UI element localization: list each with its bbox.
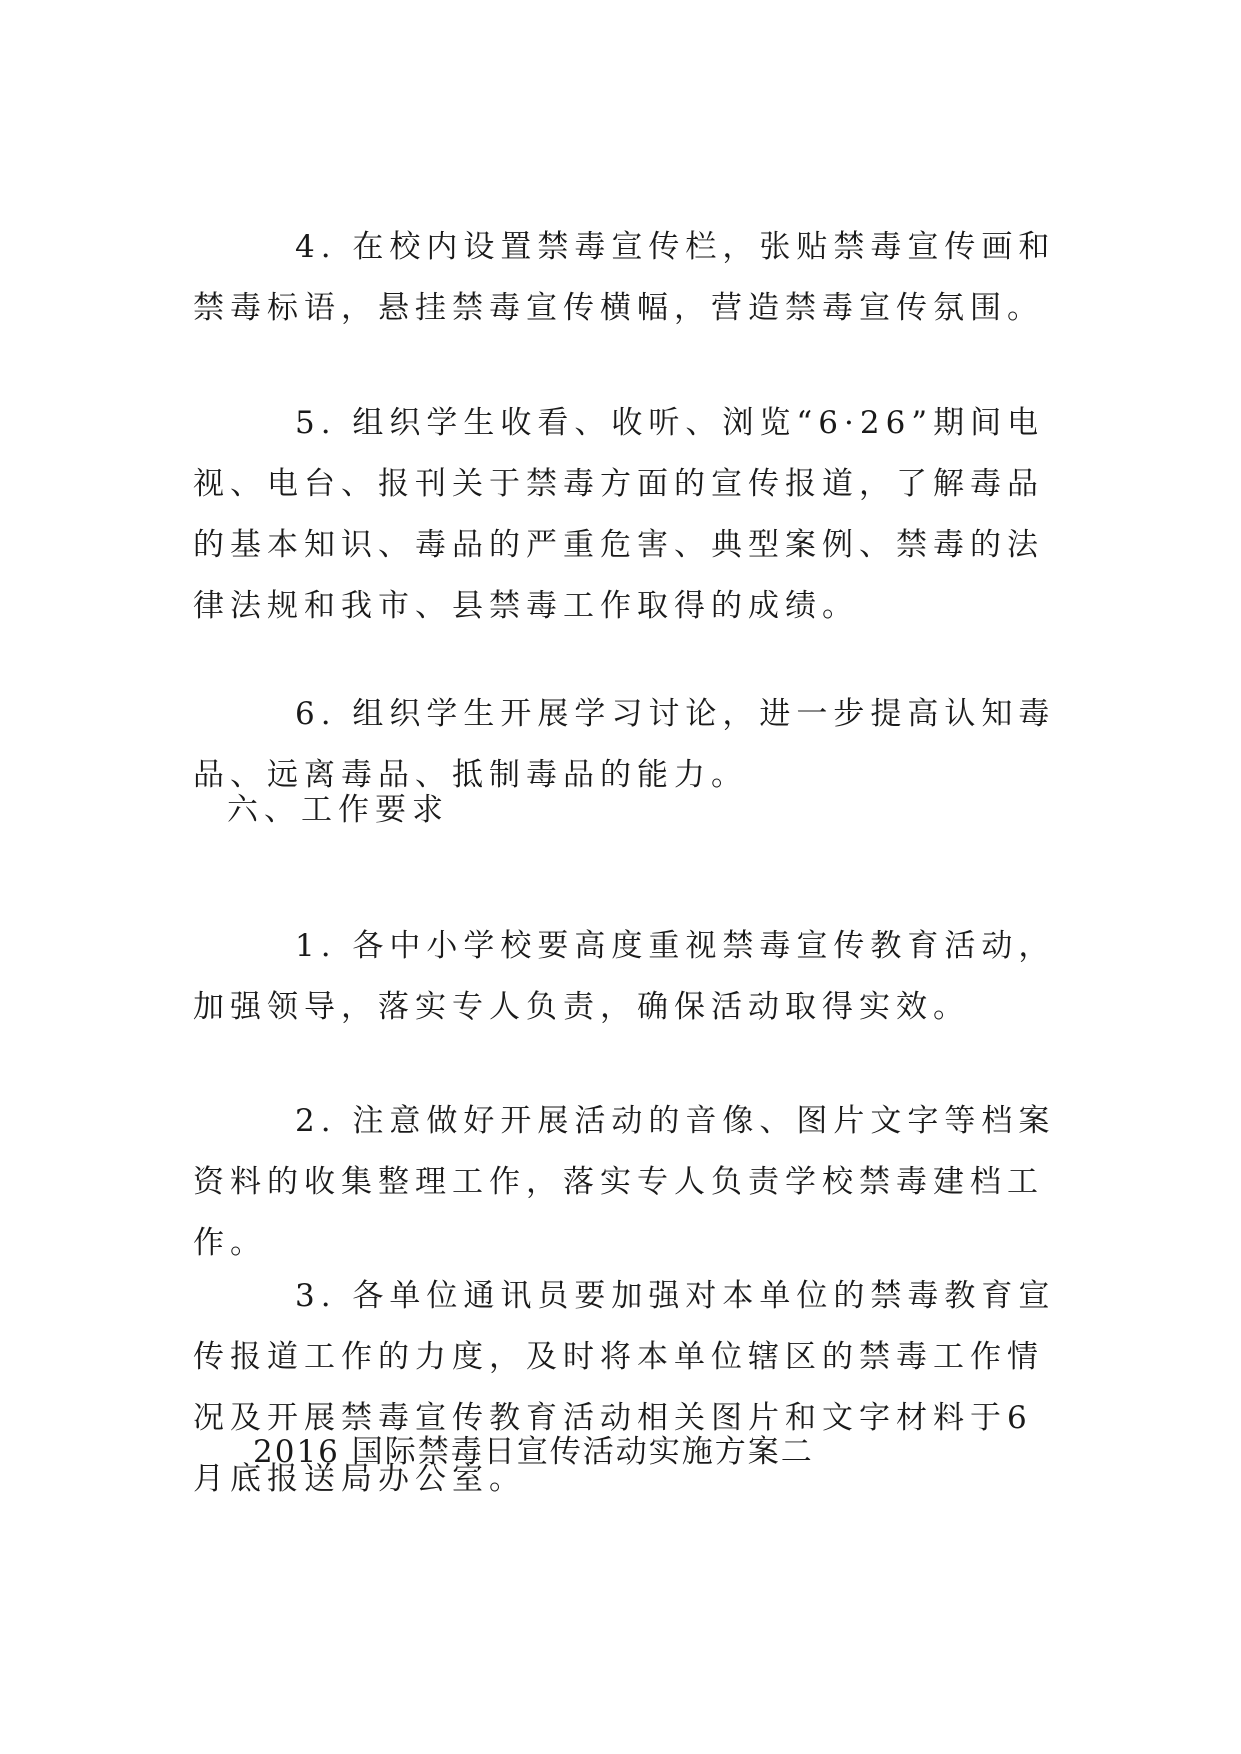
paragraph-item-6: 6. 组织学生开展学习讨论，进一步提高认知毒品、远离毒品、抵制毒品的能力。 (193, 696, 1056, 793)
requirement-item-2: 2. 注意做好开展活动的音像、图片文字等档案资料的收集整理工作，落实专人负责学校禁毒建档工作。 (193, 1103, 1056, 1261)
paragraph-item-5: 5. 组织学生收看、收听、浏览“6·26”期间电视、电台、报刊关于禁毒方面的宣传报道，了解毒品的基本知识、毒品的严重危害、典型案例、禁毒的法律法规和我市、县禁毒工作取得的成绩。 (193, 405, 1045, 624)
requirement-item-1: 1. 各中小学校要高度重视禁毒宣传教育活动，加强领导，落实专人负责，确保活动取得实效。 (193, 928, 1056, 1025)
next-plan-title: 2016 国际禁毒日宣传活动实施方案二 (253, 1434, 814, 1470)
paragraph-item-4: 4. 在校内设置禁毒宣传栏，张贴禁毒宣传画和禁毒标语，悬挂禁毒宣传横幅，营造禁毒宣传氛围。 (193, 229, 1056, 326)
section-heading-work-requirements: 六、工作要求 (227, 792, 449, 828)
requirement-item-3: 3. 各单位通讯员要加强对本单位的禁毒教育宣传报道工作的力度，及时将本单位辖区的禁毒工作情况及开展禁毒宣传教育活动相关图片和文字材料于6月底报送局办公室。 (193, 1278, 1056, 1497)
